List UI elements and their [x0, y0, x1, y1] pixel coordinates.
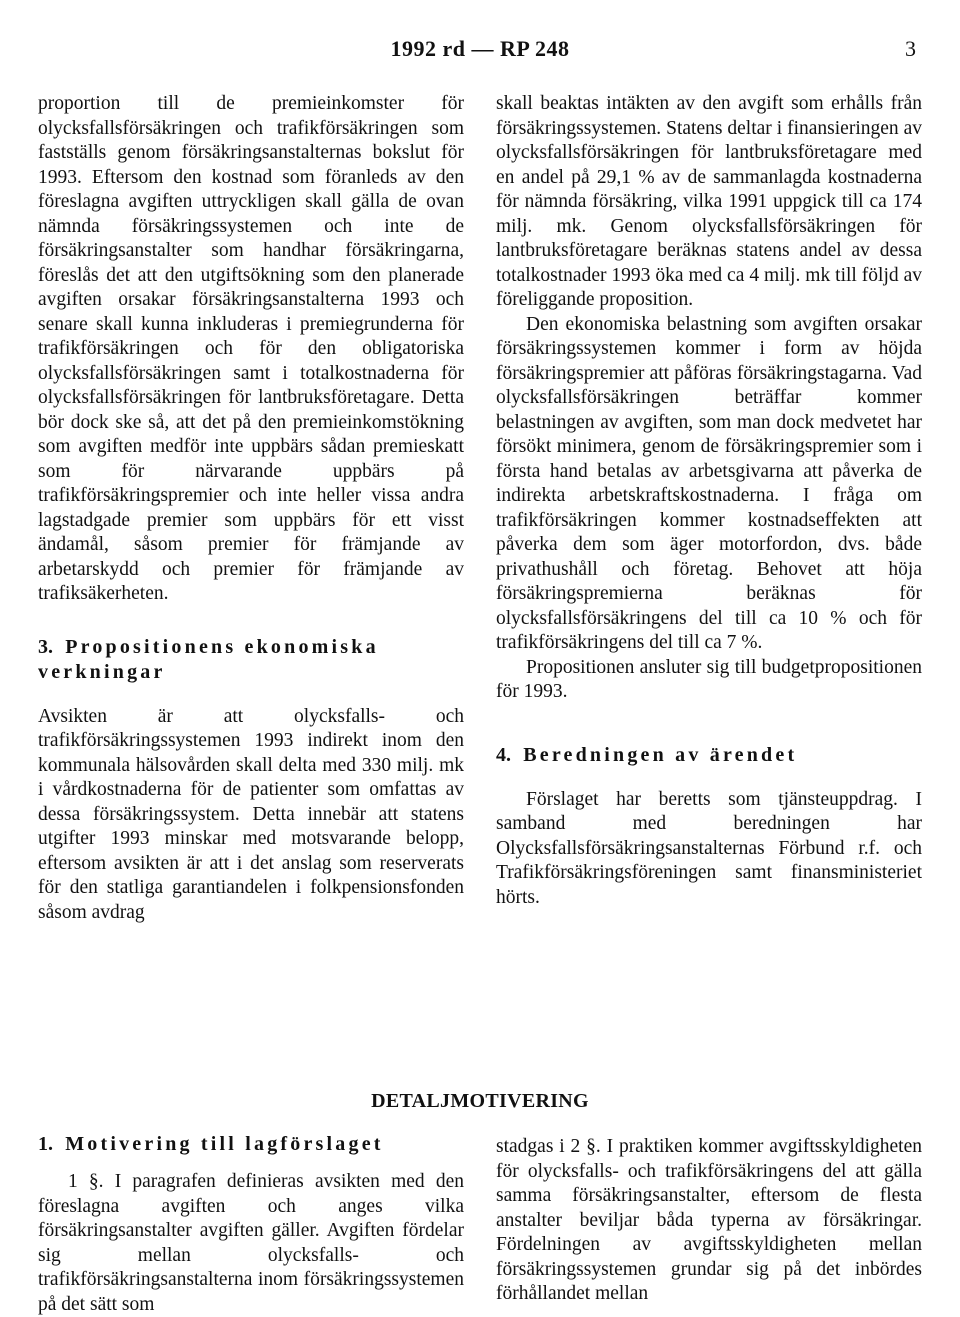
right-column [496, 92, 922, 910]
body-paragraph: Avsikten är att olycksfalls- och trafikförsäkringssystemen 1993 indirekt inom den kommunala hälsovården skall delta med 330 milj. mk i vårdkostnaderna för de patienter som omfattas av dessa försäkringssystem. Detta innebär att statens utgifter 1993 minskar med motsvarande belopp, eftersom avsikten är att i det anslag som reserverats för den statliga garantiandelen i folkpensionsfonden såsom avdrag [38, 705, 464, 923]
detaljmotivering-heading: DETALJMOTIVERING [371, 1090, 589, 1112]
section-title: Propositionens ekonomiska verkningar [38, 635, 379, 683]
section-heading-1 [38, 1132, 464, 1157]
body-paragraph: Förslaget har beretts som tjänsteuppdrag. I samband med beredningen har Olycksfallsförsäkringsanstalternas Förbund r.f. och Trafikförsäkringsföreningen samt finansministeriet hörts. [496, 788, 922, 908]
running-header-title: 1992 rd — RP 248 [390, 36, 570, 61]
left-column [38, 92, 464, 925]
body-paragraph: Propositionen ansluter sig till budgetpropositionen för 1993. [496, 656, 922, 702]
section-heading-3 [38, 635, 464, 685]
body-paragraph: Den ekonomiska belastning som avgiften orsakar försäkringssystemen kommer i form av höjda försäkringspremier att påföras försäkringstagarna. Vad olycksfallsförsäkringen beträffar kommer belastningen av avgiften, som man dock medvetet har försökt minimera, genom de försäkringspremier som i första hand betalas av arbetsgivarna att påverka de indirekta arbetskraftskostnaderna. I fråga om trafikförsäkringen kommer kostnadseffekten att påverka dem som äger motorfordon, dvs. både privathushåll och företag. Behovet att höja försäkringspremierna beräknas för olycksfallsförsäkringens del till ca 10 % och för trafikförsäkringens del till ca 7 %. [496, 313, 922, 653]
page-number: 3 [905, 36, 916, 61]
detalj-right-column [496, 1135, 922, 1307]
section-title: Motivering till lagförslaget [65, 1133, 384, 1155]
body-paragraph: proportion till de premieinkomster för olycksfallsförsäkringen och trafikförsäkringen som fastställs genom försäkringsanstalternas bokslut för 1993. Eftersom den kostnad som föranleds av den föreslagna avgiften uttryckligen skall gälla de ovan nämnda försäkringssystemen och inte de försäkringsanstalter som handhar försäkringarna, föreslås det att den utgiftsökning som den planerade avgiften orsakar försäkringsanstalterna 1993 och senare skall kunna inkluderas i premiegrunderna för trafikförsäkringen och för den obligatoriska olycksfallsförsäkringen samt i totalkostnaderna för olycksfallsförsäkringen för lantbruksföretagare. Detta bör dock ske så, att det på den premieinkomstökning som avgiften medför inte uppbärs sådan premieskatt som för närvarande uppbärs på trafikförsäkringspremier och inte heller vissa andra lagstadgade premier som uppbärs för ett visst ändamål, såsom premier för främjande av arbetarskydd och premier för främjande av trafiksäkerheten. [38, 93, 464, 604]
section-number: 1. [38, 1133, 53, 1155]
body-paragraph: stadgas i 2 §. I praktiken kommer avgiftsskyldigheten för olycksfalls- och trafikförsäkringens del att gälla samma försäkringsanstalter, eftersom de flesta anstalter beviljar båda typerna av försäkringar. Fördelningen av avgiftsskyldigheten mellan försäkringssystemen grundar sig på det inbördes förhållandet mellan [496, 1136, 922, 1304]
section-heading-4 [496, 743, 922, 768]
section-title: Beredningen av ärendet [523, 743, 798, 766]
detalj-left-column [38, 1132, 464, 1317]
body-paragraph: 1 §. I paragrafen definieras avsikten med den föreslagna avgiften och anges vilka försäkringsanstalter avgiften gäller. Avgiften fördelar sig mellan olycksfalls- och trafikförsäkringsanstalterna inom försäkringssystemen på det sätt som [38, 1171, 464, 1315]
section-number: 3. [38, 635, 53, 658]
body-paragraph: skall beaktas intäkten av den avgift som erhålls från försäkringssystemen. Statens deltar i finansieringen av olycksfallsförsäkringen för lantbruksföretagare med en andel på 29,1 % av de sammanlagda kostnaderna för nämnda försäkring, vilka 1991 uppgick till ca 174 milj. mk. Genom olycksfallsförsäkringen för lantbruksföretagare beräknas statens andel av dessa totalkostnader 1993 öka med ca 4 milj. mk till följd av föreliggande proposition. [496, 93, 922, 310]
section-number: 4. [496, 743, 511, 766]
